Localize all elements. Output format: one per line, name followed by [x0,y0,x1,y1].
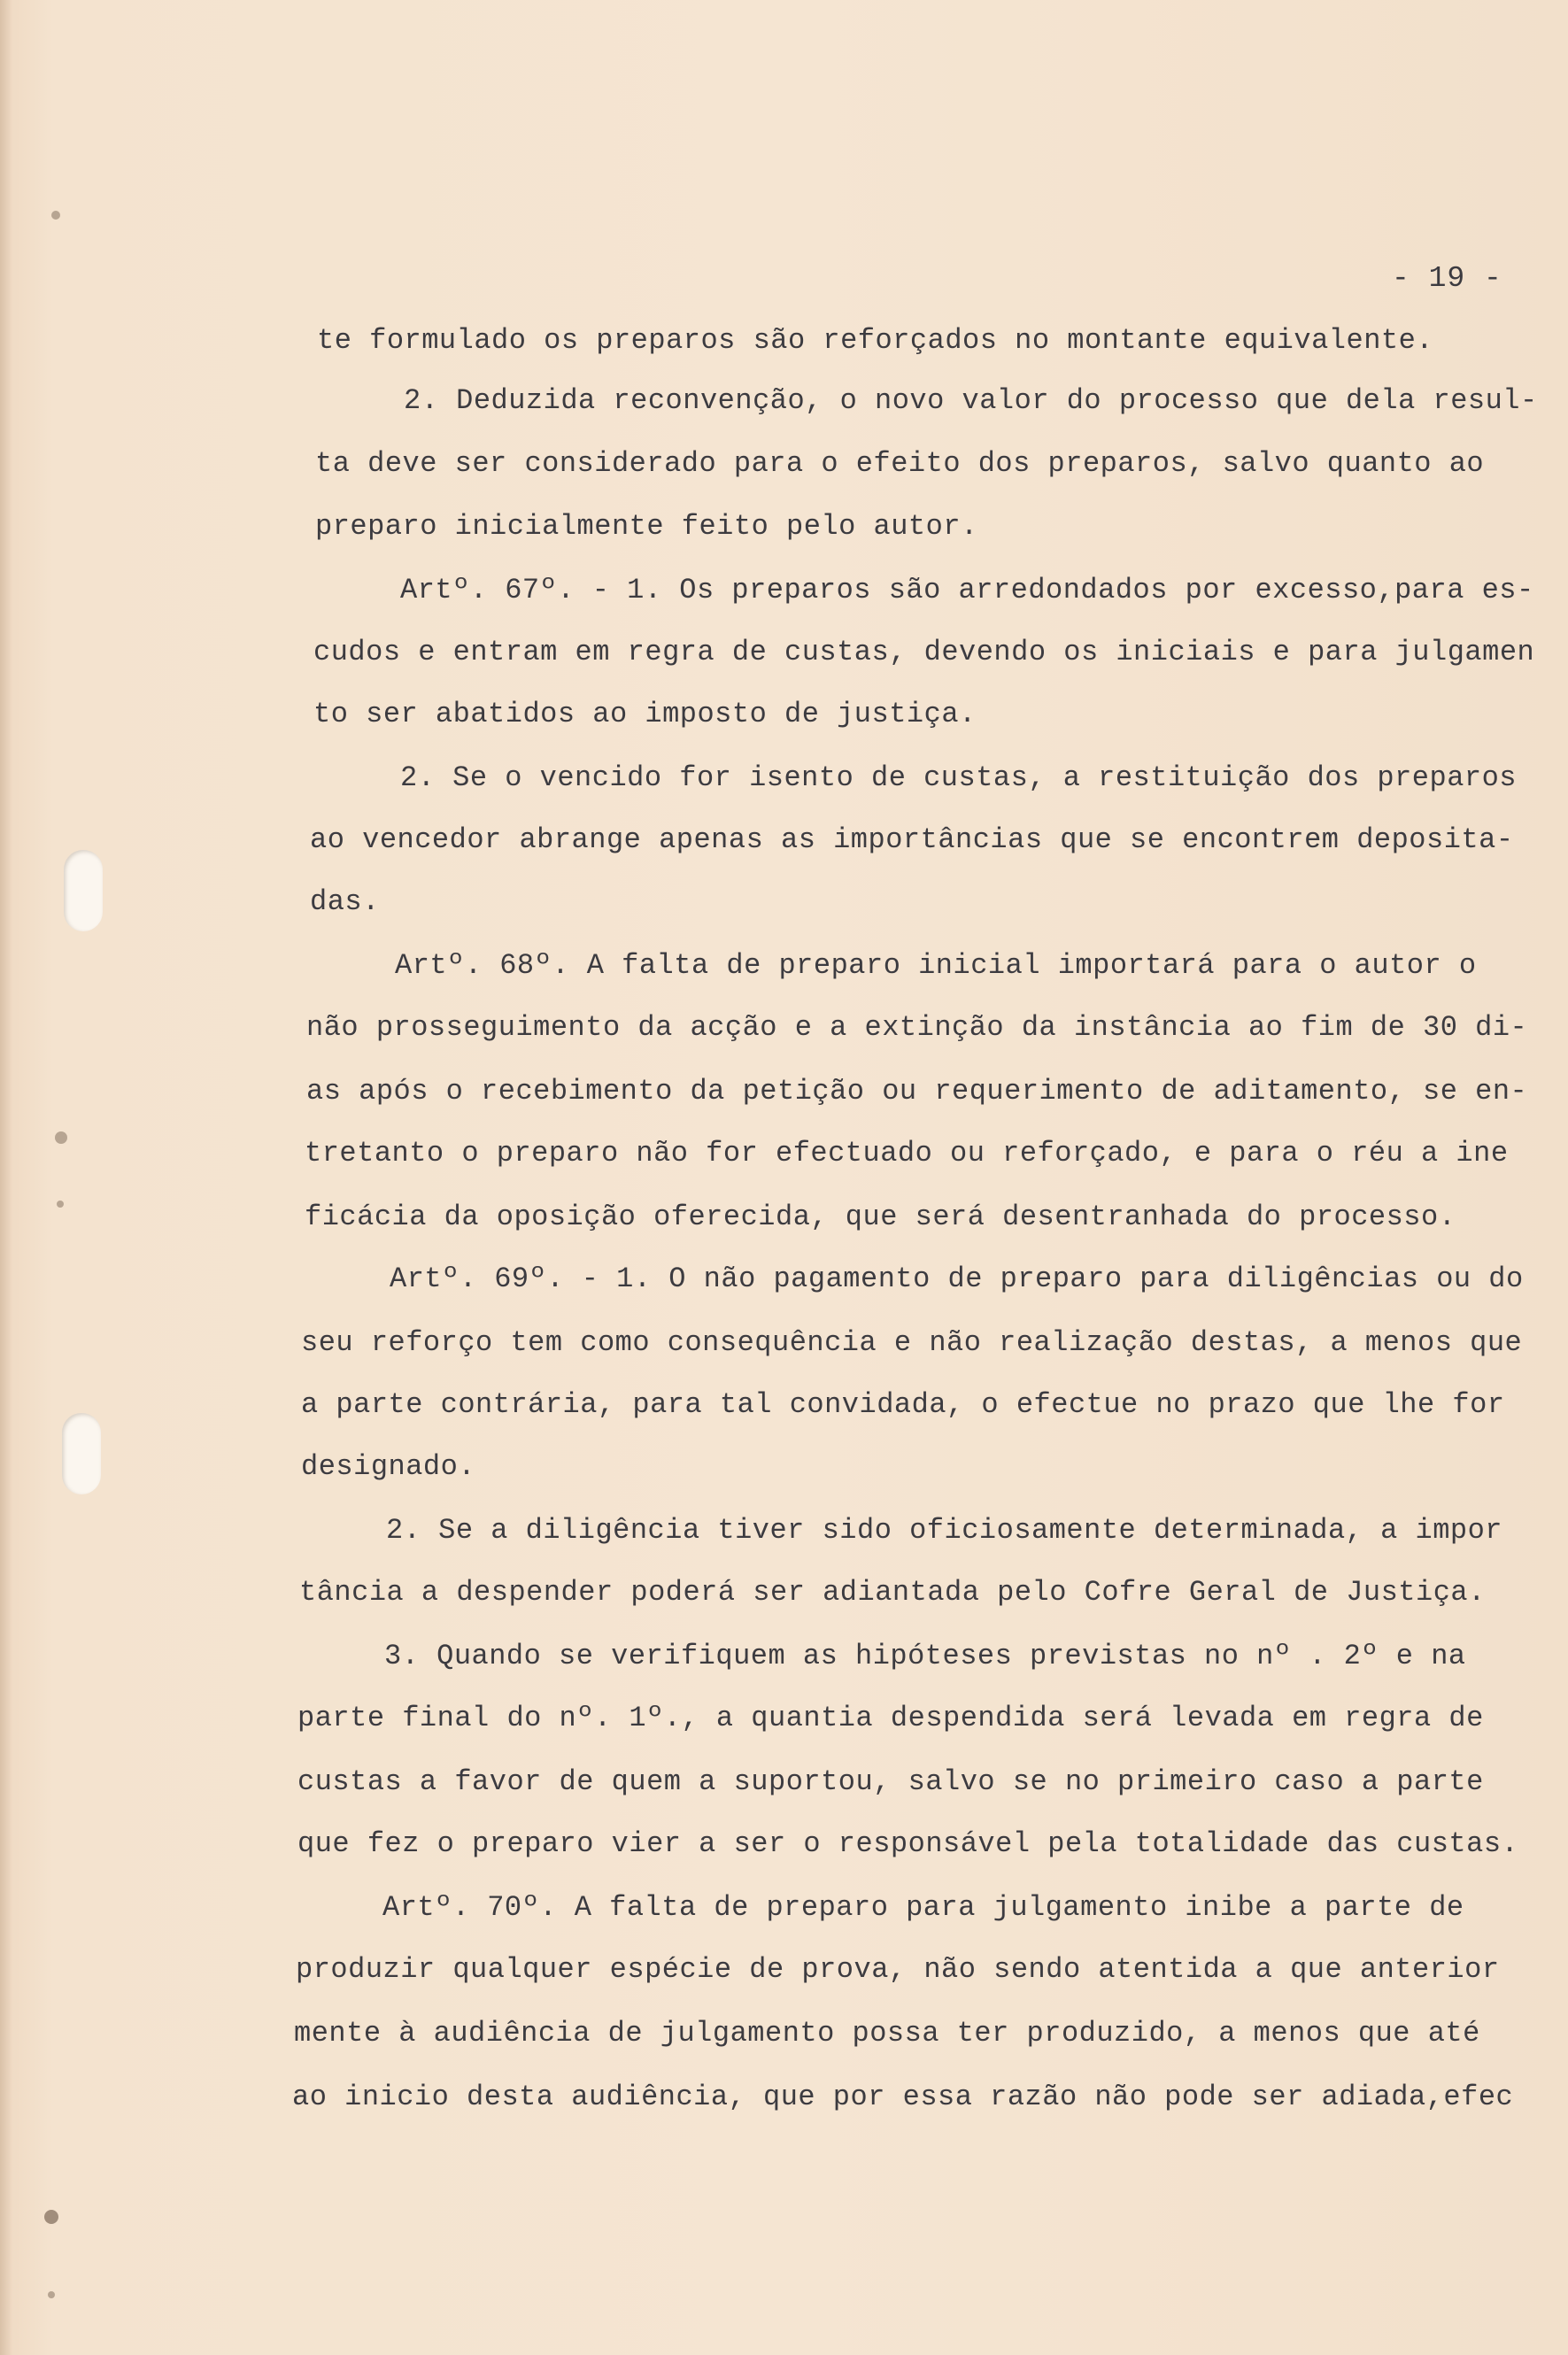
text-line: seu reforço tem como consequência e não realização destas, a menos que [301,1326,1523,1359]
text-line: cudos e entram em regra de custas, devendo os iniciais e para julgamen [313,636,1535,668]
text-line: ta deve ser considerado para o efeito dos preparos, salvo quanto ao [315,447,1485,480]
text-line: preparo inicialmente feito pelo autor. [315,510,978,543]
paper-spot [57,1201,64,1208]
page-number: - 19 - [1392,262,1502,295]
text-line: ao inicio desta audiência, que por essa razão não pode ser adiada,efec [292,2081,1514,2113]
text-line: que fez o preparo vier a ser o responsável pela totalidade das custas. [297,1827,1519,1860]
text-line: mente à audiência de julgamento possa ter produzido, a menos que até [294,2017,1480,2050]
text-line: ficácia da oposição oferecida, que será desentranhada do processo. [305,1201,1456,1233]
text-line: 2. Deduzida reconvenção, o novo valor do processo que dela resul- [404,384,1538,417]
paper-edge-shadow [0,0,12,2355]
text-line: te formulado os preparos são reforçados no montante equivalente. [317,324,1433,357]
text-line: Artº. 67º. - 1. Os preparos são arredondados por excesso,para es- [400,574,1534,606]
text-line: custas a favor de quem a suportou, salvo se no primeiro caso a parte [297,1765,1484,1798]
text-line: das. [310,885,380,918]
text-line: ao vencedor abrange apenas as importâncias que se encontrem deposita- [310,823,1514,856]
punch-hole [64,850,103,931]
paper-spot [48,2291,55,2298]
text-line: a parte contrária, para tal convidada, o efectue no prazo que lhe for [301,1388,1505,1421]
paper-spot [44,2210,58,2224]
text-line: to ser abatidos ao imposto de justiça. [313,698,977,730]
text-line: parte final do nº. 1º., a quantia despendida será levada em regra de [297,1702,1484,1734]
paper-spot [55,1131,67,1144]
text-line: 2. Se a diligência tiver sido oficiosamente determinada, a impor [386,1514,1502,1547]
text-line: designado. [301,1450,476,1483]
text-line: Artº. 69º. - 1. O não pagamento de preparo para diligências ou do [390,1262,1524,1295]
text-line: tretanto o preparo não for efectuado ou reforçado, e para o réu a ine [305,1137,1509,1170]
punch-hole [62,1413,101,1494]
text-line: produzir qualquer espécie de prova, não sendo atentida a que anterior [296,1953,1500,1986]
text-line: não prosseguimento da acção e a extinção da instância ao fim de 30 di- [306,1011,1528,1044]
paper-spot [51,211,60,220]
text-line: Artº. 68º. A falta de preparo inicial importará para o autor o [395,949,1477,982]
text-line: 2. Se o vencido for isento de custas, a restituição dos preparos [400,761,1517,794]
text-line: 3. Quando se verifiquem as hipóteses previstas no nº . 2º e na [384,1640,1466,1672]
text-line: as após o recebimento da petição ou requerimento de aditamento, se en- [306,1075,1528,1108]
text-line: tância a despender poderá ser adiantada pelo Cofre Geral de Justiça. [299,1576,1486,1609]
text-line: Artº. 70º. A falta de preparo para julgamento inibe a parte de [382,1891,1464,1924]
